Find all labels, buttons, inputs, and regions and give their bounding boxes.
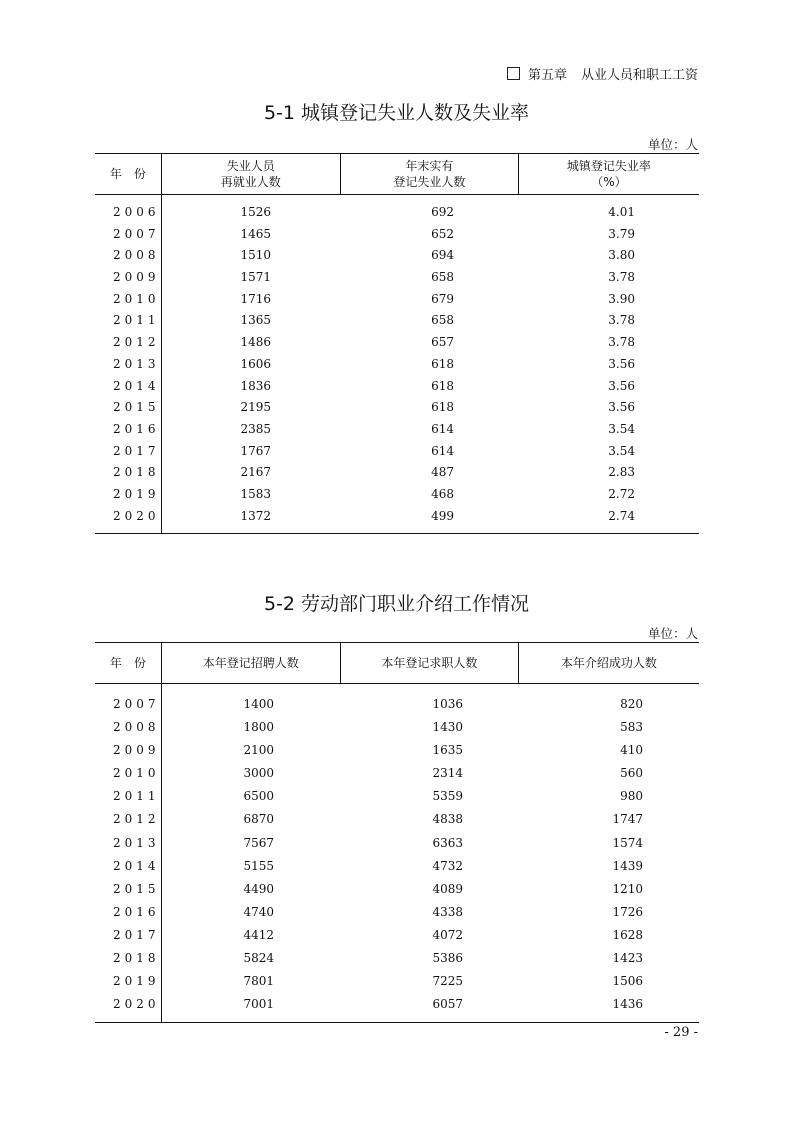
table-row bbox=[95, 947, 699, 970]
table1-col-reemployed: 失业人员 再就业人数 bbox=[161, 154, 340, 194]
value-cell: 5824 bbox=[243, 951, 274, 966]
value-cell: 468 bbox=[431, 486, 454, 501]
table2-col-recruitment: 本年登记招聘人数 bbox=[161, 643, 340, 683]
value-cell: 2100 bbox=[243, 743, 274, 758]
year-cell: 2013 bbox=[113, 835, 160, 850]
table1-body bbox=[95, 195, 699, 533]
table-row bbox=[95, 245, 699, 267]
table-row bbox=[95, 332, 699, 354]
value-cell: 3.80 bbox=[608, 248, 635, 263]
table2-body bbox=[95, 684, 699, 1022]
year-cell: 2020 bbox=[113, 508, 160, 523]
value-cell: 4.01 bbox=[608, 205, 635, 219]
table-row bbox=[95, 462, 699, 484]
table-row bbox=[95, 376, 699, 398]
year-cell: 2018 bbox=[113, 465, 160, 480]
value-cell: 3.56 bbox=[608, 356, 635, 371]
value-cell: 1400 bbox=[243, 697, 274, 711]
value-cell: 1465 bbox=[240, 226, 271, 241]
value-cell: 1800 bbox=[243, 720, 274, 735]
year-cell: 2016 bbox=[113, 904, 160, 919]
value-cell: 5359 bbox=[432, 789, 463, 804]
year-cell: 2019 bbox=[113, 974, 160, 989]
value-cell: 6057 bbox=[432, 997, 463, 1012]
year-cell: 2013 bbox=[113, 356, 160, 371]
column-divider bbox=[161, 684, 162, 1022]
value-cell: 4338 bbox=[432, 904, 463, 919]
value-cell: 6500 bbox=[243, 789, 274, 804]
value-cell: 2.74 bbox=[608, 508, 635, 523]
table1-col-unemployment-rate: 城镇登记失业率 （%） bbox=[518, 154, 699, 194]
value-cell: 679 bbox=[431, 291, 454, 306]
value-cell: 1210 bbox=[612, 881, 643, 896]
year-cell: 2015 bbox=[113, 881, 160, 896]
table2-col-year: 年 份 bbox=[109, 656, 146, 670]
table-row bbox=[95, 693, 699, 716]
year-cell: 2011 bbox=[113, 313, 160, 328]
value-cell: 980 bbox=[620, 789, 643, 804]
table-row bbox=[95, 202, 699, 224]
year-cell: 2010 bbox=[113, 766, 160, 781]
value-cell: 658 bbox=[431, 313, 454, 328]
square-icon bbox=[507, 67, 520, 80]
value-cell: 3000 bbox=[243, 766, 274, 781]
table1-title: 5-1 城镇登记失业人数及失业率 bbox=[263, 102, 530, 124]
value-cell: 3.56 bbox=[608, 400, 635, 415]
year-cell: 2012 bbox=[113, 812, 160, 827]
value-cell: 499 bbox=[431, 508, 454, 523]
value-cell: 692 bbox=[431, 205, 454, 219]
table1 bbox=[95, 153, 699, 534]
table-row bbox=[95, 289, 699, 311]
running-header bbox=[507, 64, 698, 83]
table1-unit: 单位：人 bbox=[647, 137, 698, 152]
table-row bbox=[95, 354, 699, 376]
value-cell: 618 bbox=[431, 378, 454, 393]
table2-col-job-seekers: 本年登记求职人数 bbox=[340, 643, 518, 683]
table-row bbox=[95, 267, 699, 289]
table2 bbox=[95, 642, 699, 1023]
year-cell: 2016 bbox=[113, 421, 160, 436]
table1-col-year: 年 份 bbox=[109, 167, 146, 181]
table2-unit: 单位：人 bbox=[647, 626, 698, 641]
section-label: 从业人员和职工工资 bbox=[580, 68, 698, 83]
value-cell: 560 bbox=[620, 766, 643, 781]
value-cell: 3.78 bbox=[608, 270, 635, 285]
value-cell: 4740 bbox=[243, 904, 274, 919]
year-cell: 2017 bbox=[113, 443, 160, 458]
value-cell: 618 bbox=[431, 356, 454, 371]
year-cell: 2008 bbox=[113, 720, 160, 735]
year-cell: 2015 bbox=[113, 400, 160, 415]
value-cell: 1628 bbox=[612, 927, 643, 942]
value-cell: 657 bbox=[431, 335, 454, 350]
year-cell: 2008 bbox=[113, 248, 160, 263]
value-cell: 4089 bbox=[432, 881, 463, 896]
value-cell: 2.83 bbox=[608, 465, 635, 480]
table-row bbox=[95, 484, 699, 506]
value-cell: 618 bbox=[431, 400, 454, 415]
table2-header bbox=[95, 643, 699, 684]
table-row bbox=[95, 855, 699, 878]
value-cell: 7567 bbox=[243, 835, 274, 850]
table-row bbox=[95, 397, 699, 419]
table-row bbox=[95, 762, 699, 785]
value-cell: 1747 bbox=[612, 812, 643, 827]
year-cell: 2006 bbox=[113, 205, 160, 219]
value-cell: 5386 bbox=[432, 951, 463, 966]
table-row bbox=[95, 441, 699, 463]
value-cell: 1526 bbox=[240, 205, 271, 219]
value-cell: 614 bbox=[431, 421, 454, 436]
value-cell: 614 bbox=[431, 443, 454, 458]
value-cell: 1510 bbox=[240, 248, 271, 263]
year-cell: 2019 bbox=[113, 486, 160, 501]
value-cell: 6363 bbox=[432, 835, 463, 850]
value-cell: 1423 bbox=[612, 951, 643, 966]
value-cell: 3.56 bbox=[608, 378, 635, 393]
table-row bbox=[95, 878, 699, 901]
year-cell: 2009 bbox=[113, 743, 160, 758]
value-cell: 3.79 bbox=[608, 226, 635, 241]
value-cell: 7001 bbox=[243, 997, 274, 1012]
value-cell: 694 bbox=[431, 248, 454, 263]
table-row bbox=[95, 901, 699, 924]
year-cell: 2014 bbox=[113, 378, 160, 393]
value-cell: 1583 bbox=[240, 486, 271, 501]
value-cell: 652 bbox=[431, 226, 454, 241]
value-cell: 7225 bbox=[432, 974, 463, 989]
value-cell: 1767 bbox=[240, 443, 271, 458]
value-cell: 2.72 bbox=[608, 486, 635, 501]
table-row bbox=[95, 832, 699, 855]
value-cell: 2167 bbox=[240, 465, 271, 480]
year-cell: 2017 bbox=[113, 927, 160, 942]
table-row bbox=[95, 970, 699, 993]
value-cell: 3.54 bbox=[608, 421, 635, 436]
table-row bbox=[95, 993, 699, 1016]
table-row bbox=[95, 506, 699, 528]
value-cell: 487 bbox=[431, 465, 454, 480]
value-cell: 3.90 bbox=[608, 291, 635, 306]
table-row bbox=[95, 739, 699, 762]
value-cell: 1606 bbox=[240, 356, 271, 371]
value-cell: 4412 bbox=[243, 927, 274, 942]
value-cell: 1439 bbox=[612, 858, 643, 873]
value-cell: 1365 bbox=[240, 313, 271, 328]
table-row bbox=[95, 310, 699, 332]
year-cell: 2009 bbox=[113, 270, 160, 285]
table-row bbox=[95, 716, 699, 739]
value-cell: 410 bbox=[620, 743, 643, 758]
value-cell: 6870 bbox=[243, 812, 274, 827]
value-cell: 1836 bbox=[240, 378, 271, 393]
value-cell: 4072 bbox=[432, 927, 463, 942]
value-cell: 2385 bbox=[240, 421, 271, 436]
table1-header bbox=[95, 154, 699, 195]
year-cell: 2012 bbox=[113, 335, 160, 350]
value-cell: 1571 bbox=[240, 270, 271, 285]
page-number: - 29 - bbox=[664, 1025, 698, 1040]
value-cell: 3.78 bbox=[608, 335, 635, 350]
value-cell: 4490 bbox=[243, 881, 274, 896]
value-cell: 2195 bbox=[240, 400, 271, 415]
year-cell: 2014 bbox=[113, 858, 160, 873]
table1-col-registered-unemployed: 年末实有 登记失业人数 bbox=[340, 154, 518, 194]
year-cell: 2010 bbox=[113, 291, 160, 306]
value-cell: 3.78 bbox=[608, 313, 635, 328]
table-row bbox=[95, 924, 699, 947]
value-cell: 1430 bbox=[432, 720, 463, 735]
value-cell: 4732 bbox=[432, 858, 463, 873]
value-cell: 5155 bbox=[243, 858, 274, 873]
table2-title: 5-2 劳动部门职业介绍工作情况 bbox=[263, 593, 530, 615]
year-cell: 2018 bbox=[113, 951, 160, 966]
value-cell: 1372 bbox=[240, 508, 271, 523]
value-cell: 1726 bbox=[612, 904, 643, 919]
year-cell: 2007 bbox=[113, 697, 160, 711]
value-cell: 1506 bbox=[612, 974, 643, 989]
value-cell: 583 bbox=[620, 720, 643, 735]
value-cell: 1486 bbox=[240, 335, 271, 350]
chapter-label: 第五章 bbox=[527, 68, 567, 83]
table2-col-placements: 本年介绍成功人数 bbox=[518, 643, 699, 683]
value-cell: 1716 bbox=[240, 291, 271, 306]
value-cell: 3.54 bbox=[608, 443, 635, 458]
year-cell: 2007 bbox=[113, 226, 160, 241]
column-divider bbox=[161, 195, 162, 533]
value-cell: 1574 bbox=[612, 835, 643, 850]
value-cell: 4838 bbox=[432, 812, 463, 827]
value-cell: 1635 bbox=[432, 743, 463, 758]
table-row bbox=[95, 785, 699, 808]
table-row bbox=[95, 808, 699, 831]
year-cell: 2011 bbox=[113, 789, 160, 804]
value-cell: 658 bbox=[431, 270, 454, 285]
value-cell: 1436 bbox=[612, 997, 643, 1012]
table-row bbox=[95, 224, 699, 246]
value-cell: 2314 bbox=[432, 766, 463, 781]
value-cell: 820 bbox=[620, 697, 643, 711]
value-cell: 1036 bbox=[432, 697, 463, 711]
value-cell: 7801 bbox=[243, 974, 274, 989]
table-row bbox=[95, 419, 699, 441]
year-cell: 2020 bbox=[113, 997, 160, 1012]
